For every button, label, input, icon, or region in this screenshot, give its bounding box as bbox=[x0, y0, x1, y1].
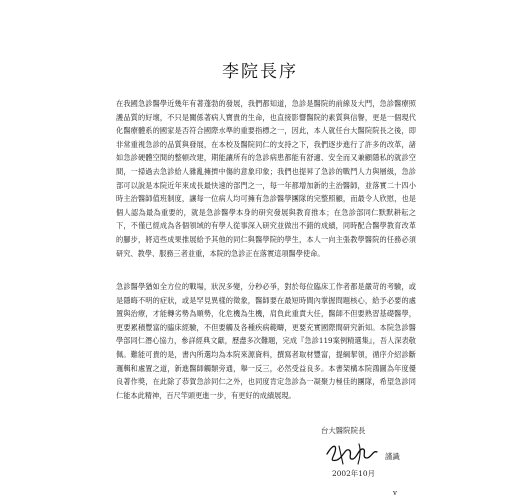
page-title: 李院長序 bbox=[222, 62, 298, 82]
page-number: v bbox=[393, 489, 397, 497]
body-paragraph-1: 在我國急診醫學近幾年有著蓬勃的發展，我們都知道，急診是醫院的前線及大門，急診醫療照護品質的好壞，不只是關係著病人寶貴的生命，也直接影響醫院的素質與信譽，更是一個現代化醫療體系的國家是否符合國際水準的重要指標之一，因此，本人就任台大醫院院長之後，即非常重視急診的品質與發展，在本校及醫院同仁的支持之下，我們逐步進行了許多的改革，諸如急診硬體空間的整頓改建，期能讓所有的急診病患都能有舒適、安全而又兼顧隱私的就診空間，一掃過去急診給人雜亂擁擠中傷的意象印象；我們也提昇了急診的戰鬥人力與層級，急診部可以說是本院近年來成長最快速的部門之一，每一年都增加新的主治醫師，並落實二十四小時主治醫師值班制度，讓每一位病人均可擁有急診醫學團隊的完整照顧，而最令人欣慰，也是個人認為最為重要的，就是急診醫學本身的研究發展與教育推本；在急診部同仁默默耕耘之下，不僅已經成為各個領域的有學人從事深入研究並做出不錯的成績，同時配合醫學教育改革的腳步，將這些成果推展給予其他的同仁與醫學院的學生，本人一向主張教學醫院的任務必須研究、教學、服務三者並重，本院的急診正在落實這項醫學使命。 bbox=[116, 99, 416, 258]
body-paragraph-2: 急診醫學猶如全方位的戰場，狀況多變，分秒必爭，對於每位臨床工作者都是嚴苛的考驗，或是隱晦不明的症狀，或是罕見異樣的徵象，醫師要在最短時間內掌握問題核心，給予必要的處置與治療，才能轉劣勢為順勢，化危機為生機，肩負此重責大任，醫師不但要熟習基礎醫學，更要累積豐富的臨床經驗，不但要觸及各種疾病範疇，更要充實國際間研究新知。本院急診醫學部同仁潛心協力，參詳經典文獻，歷盡多次難題，完成『急診119案例精選集』，吾人深表敬佩。難能可貴的是，書內所選均為本院來源資料，撰寫者取材豐富，提綱挈領，循序介紹診斷邏輯和處置之道，新進醫師觸類旁通，舉一反三，必然受益良多。本書架構本院鴻圖為年度優良著作獎，在此除了恭賀急診同仁之外，也同度肯定急診為一凝聚力極佳的團隊，希望急診同仁能本此精神，百尺竿頭更進一步，有更好的成績展現。 bbox=[116, 282, 416, 400]
handwritten-signature bbox=[323, 440, 383, 466]
signature-note: 謹識 bbox=[385, 452, 400, 461]
signature-title: 台大醫院院長 bbox=[321, 426, 366, 435]
signature-date: 2002年10月 bbox=[332, 469, 375, 478]
